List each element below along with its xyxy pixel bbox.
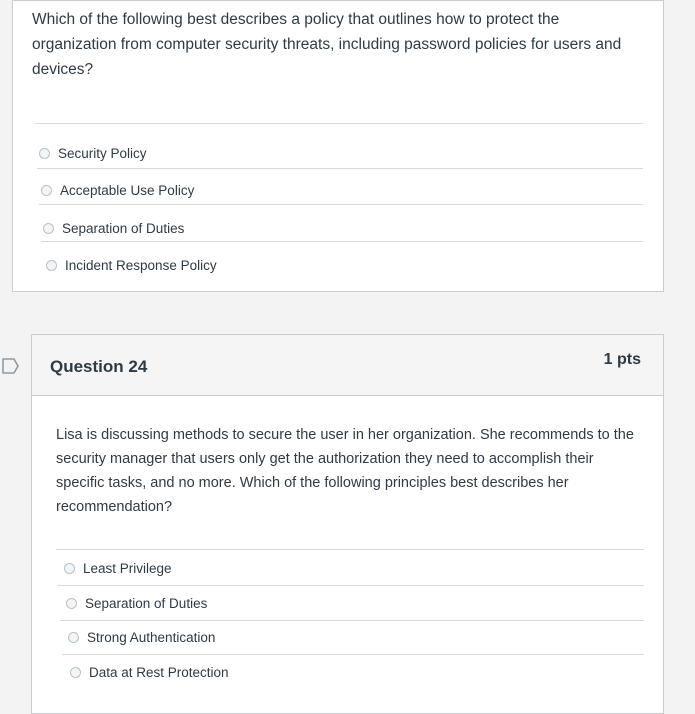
answer-label: Separation of Duties xyxy=(62,221,185,236)
question-points: 1 pts xyxy=(603,351,641,368)
answer-option-security-policy[interactable] xyxy=(39,146,147,161)
answer-option-incident-response-policy[interactable] xyxy=(46,258,217,273)
question-title: Question 24 xyxy=(50,357,148,376)
answer-label: Acceptable Use Policy xyxy=(60,183,195,198)
answer-label: Separation of Duties xyxy=(85,596,208,611)
answer-label: Data at Rest Protection xyxy=(89,665,229,680)
answer-label: Incident Response Policy xyxy=(65,258,217,273)
answer-option-separation-of-duties[interactable] xyxy=(66,596,207,611)
radio-button[interactable] xyxy=(46,260,57,271)
divider xyxy=(35,123,643,124)
answer-option-data-at-rest-protection[interactable] xyxy=(70,665,229,680)
bookmark-flag-icon[interactable] xyxy=(2,357,20,375)
answer-label: Strong Authentication xyxy=(87,630,216,645)
answer-option-separation-of-duties[interactable] xyxy=(43,221,184,236)
radio-button[interactable] xyxy=(68,632,79,643)
radio-button[interactable] xyxy=(64,563,75,574)
radio-button[interactable] xyxy=(70,667,81,678)
answer-option-strong-authentication[interactable] xyxy=(68,630,215,645)
divider xyxy=(41,241,643,242)
question-card-prev xyxy=(12,0,664,292)
answer-option-acceptable-use-policy[interactable] xyxy=(41,183,194,198)
radio-button[interactable] xyxy=(66,598,77,609)
radio-button[interactable] xyxy=(39,148,50,159)
question-card-24 xyxy=(31,334,664,714)
divider xyxy=(56,549,644,550)
divider xyxy=(58,585,644,586)
radio-button[interactable] xyxy=(41,185,52,196)
answer-label: Least Privilege xyxy=(83,561,172,576)
divider xyxy=(39,204,643,205)
divider xyxy=(62,654,644,655)
question-text: Which of the following best describes a policy that outlines how to protect the organization from computer security threats, including password policies for users and devices? xyxy=(32,11,622,78)
question-text: Lisa is discussing methods to secure the user in her organization. She recommends to the security manager that users only get the authorization they need to accomplish their specific tasks, and no more. Which of the following principles best describes her recommendation? xyxy=(56,427,634,515)
answer-option-least-privilege[interactable] xyxy=(64,561,172,576)
question-header xyxy=(32,335,663,396)
divider xyxy=(60,620,644,621)
divider xyxy=(37,168,643,169)
radio-button[interactable] xyxy=(43,223,54,234)
answer-label: Security Policy xyxy=(58,146,147,161)
